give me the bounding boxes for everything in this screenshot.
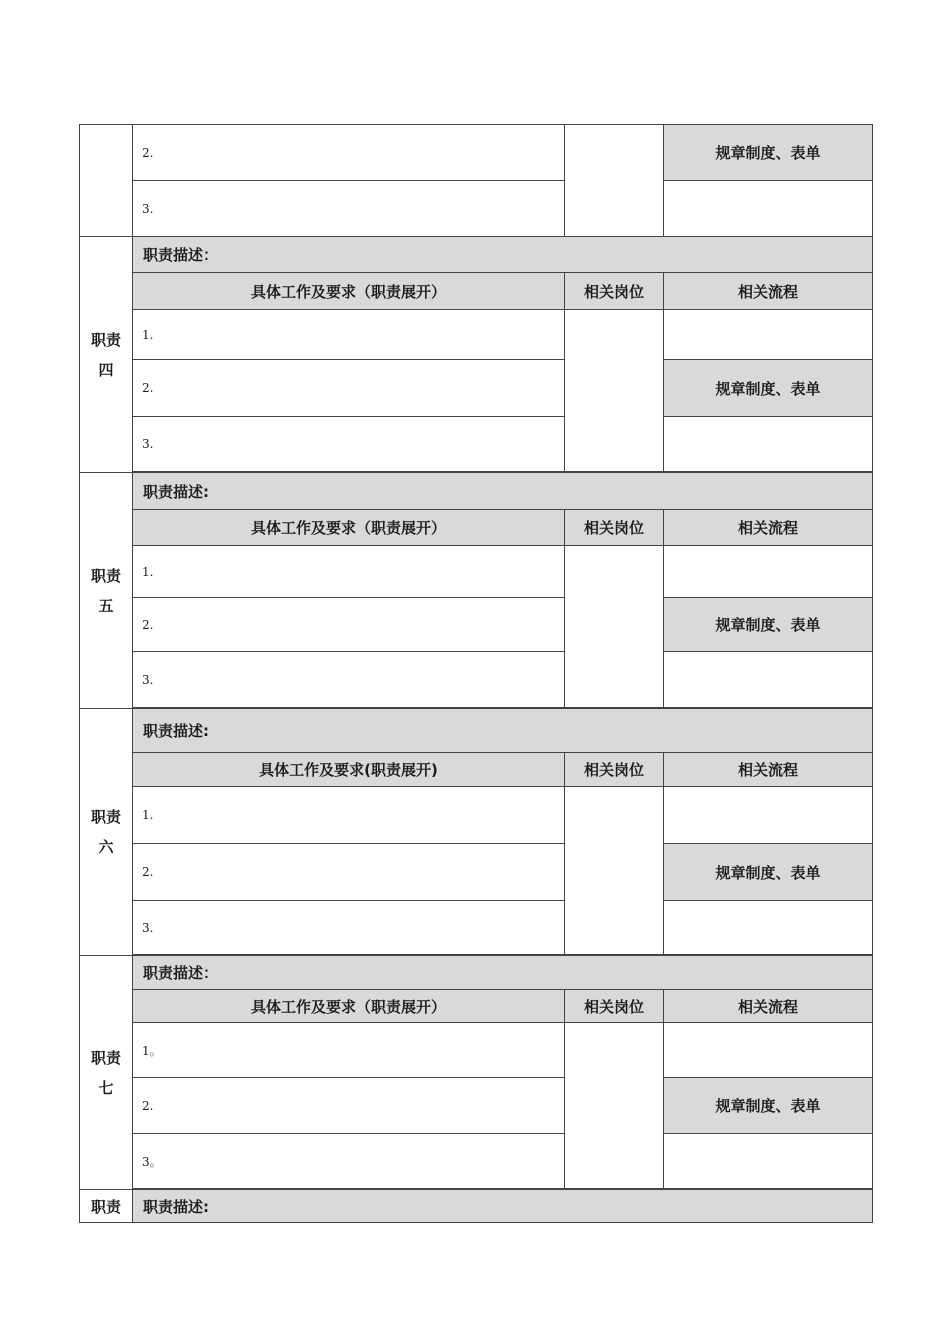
duty-label: 职责 [80, 1190, 133, 1223]
regulations-forms-cell: 规章制度、表单 [664, 360, 873, 417]
work-item[interactable]: 3。 [133, 1134, 565, 1189]
regulations-forms-cell: 规章制度、表单 [664, 1078, 873, 1134]
table-row [80, 237, 873, 273]
work-header: 具体工作及要求（职责展开） [133, 273, 565, 310]
work-header: 具体工作及要求(职责展开) [133, 753, 565, 787]
related-positions-cell[interactable] [565, 787, 664, 955]
table-row [80, 417, 873, 472]
positions-header: 相关岗位 [565, 753, 664, 787]
work-header: 具体工作及要求（职责展开） [133, 990, 565, 1023]
work-item[interactable]: 3. [133, 417, 565, 472]
table-row [80, 1078, 873, 1134]
work-item[interactable]: 3. [133, 901, 565, 955]
process-header: 相关流程 [664, 273, 873, 310]
table-row [80, 901, 873, 955]
duty-description-label: 职责描述: [133, 709, 873, 753]
work-item[interactable]: 2. [133, 598, 565, 652]
related-positions-cell[interactable] [565, 310, 664, 472]
table-row [80, 510, 873, 546]
table-row [80, 125, 873, 181]
table-row [80, 787, 873, 844]
duty-label-text: 职责 七 [90, 1048, 121, 1097]
related-process-cell[interactable] [664, 310, 873, 360]
regulations-forms-value-cell[interactable] [664, 901, 873, 955]
regulations-forms-value-cell[interactable] [664, 652, 873, 708]
regulations-forms-value-cell[interactable] [664, 417, 873, 472]
table-row [80, 1023, 873, 1078]
duty-description-label: 职责描述： [133, 237, 873, 273]
process-header: 相关流程 [664, 990, 873, 1023]
work-item[interactable]: 2. [133, 360, 565, 417]
table-row [80, 652, 873, 708]
duty-label [80, 956, 133, 1190]
table-row [80, 181, 873, 237]
table-row [80, 473, 873, 510]
duty-description-label: 职责描述： [133, 956, 873, 990]
process-header: 相关流程 [664, 510, 873, 546]
duty-label [80, 709, 133, 956]
work-item[interactable]: 1. [133, 787, 565, 844]
related-positions-cell[interactable] [565, 546, 664, 708]
related-process-cell[interactable] [664, 787, 873, 844]
table-row [80, 310, 873, 360]
work-item[interactable]: 2. [133, 125, 565, 181]
work-header: 具体工作及要求（职责展开） [133, 510, 565, 546]
table-row [80, 1134, 873, 1189]
table-row [80, 990, 873, 1023]
table-row [80, 273, 873, 310]
table-row [80, 753, 873, 787]
table-row [80, 546, 873, 598]
duty-table [79, 124, 873, 1223]
work-item[interactable]: 3. [133, 652, 565, 708]
work-item[interactable]: 2. [133, 844, 565, 901]
positions-header: 相关岗位 [565, 273, 664, 310]
table-row [80, 598, 873, 652]
table-row [80, 1190, 873, 1223]
duty-label [80, 237, 133, 473]
positions-header: 相关岗位 [565, 990, 664, 1023]
work-item[interactable]: 1。 [133, 1023, 565, 1078]
duty-label-cell-empty [80, 125, 133, 237]
table-row [80, 360, 873, 417]
table-row [80, 844, 873, 901]
regulations-forms-cell: 规章制度、表单 [664, 844, 873, 901]
work-item[interactable]: 1. [133, 546, 565, 598]
positions-header: 相关岗位 [565, 510, 664, 546]
process-header: 相关流程 [664, 753, 873, 787]
related-process-cell[interactable] [664, 546, 873, 598]
regulations-forms-value-cell[interactable] [664, 1134, 873, 1189]
duty-description-label: 职责描述: [133, 473, 873, 510]
regulations-forms-cell: 规章制度、表单 [664, 125, 873, 181]
duty-description-label: 职责描述: [133, 1190, 873, 1223]
related-positions-cell[interactable] [565, 125, 664, 237]
work-item[interactable]: 1. [133, 310, 565, 360]
related-positions-cell[interactable] [565, 1023, 664, 1189]
regulations-forms-cell: 规章制度、表单 [664, 598, 873, 652]
duty-label-text: 职责 四 [90, 330, 121, 379]
duty-label [80, 473, 133, 709]
table-row [80, 709, 873, 753]
regulations-forms-value-cell[interactable] [664, 181, 873, 237]
table-row [80, 956, 873, 990]
related-process-cell[interactable] [664, 1023, 873, 1078]
duty-label-text: 职责 五 [90, 566, 121, 615]
work-item[interactable]: 2. [133, 1078, 565, 1134]
duty-label-text: 职责 六 [90, 808, 121, 856]
work-item[interactable]: 3. [133, 181, 565, 237]
